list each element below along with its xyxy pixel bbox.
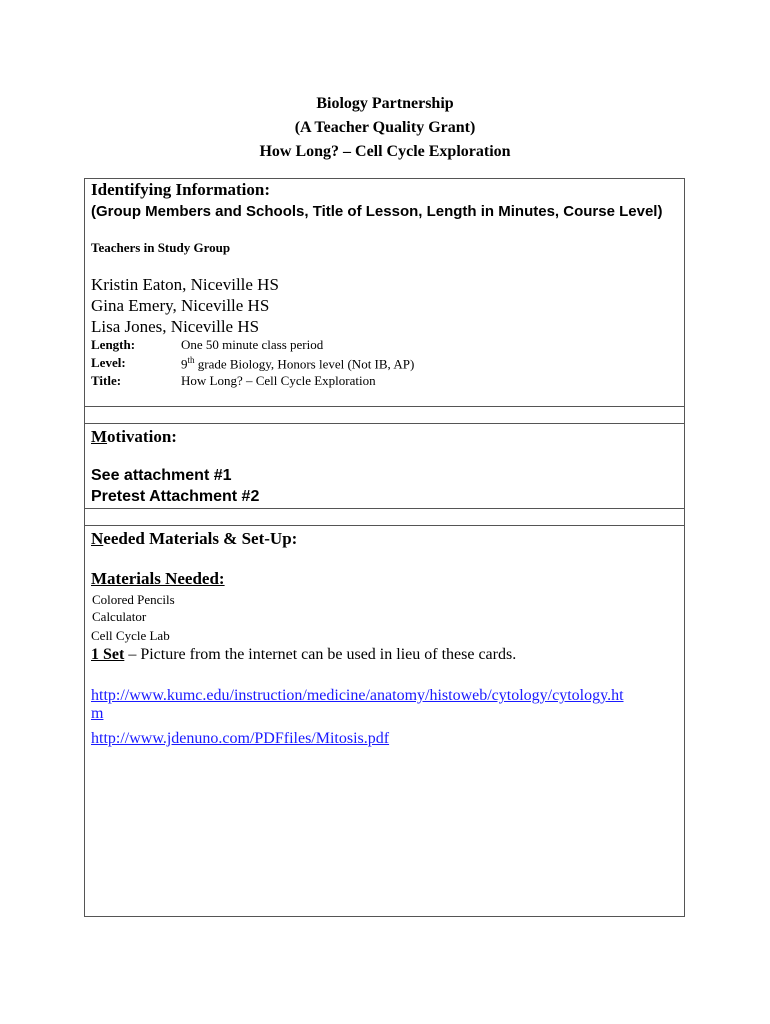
motivation-heading-initial: M	[91, 427, 108, 446]
doc-title-line3: How Long? – Cell Cycle Exploration	[259, 143, 511, 160]
level-grade-number: 9	[181, 356, 188, 372]
level-value	[181, 355, 414, 372]
motivation-heading-rest: otivation:	[107, 427, 177, 446]
materials-heading-rest: eeded Materials & Set-Up:	[103, 529, 298, 548]
attachment-1: See attachment #1	[91, 467, 232, 484]
set-note	[91, 646, 516, 664]
material-item: Cell Cycle Lab	[91, 628, 170, 643]
materials-heading	[91, 529, 297, 549]
teachers-label: Teachers in Study Group	[91, 240, 231, 255]
material-item: Calculator	[92, 609, 147, 624]
set-label: 1 Set	[91, 646, 125, 663]
attachment-2: Pretest Attachment #2	[91, 488, 260, 505]
identifying-heading: Identifying Information:	[91, 180, 270, 199]
materials-heading-initial: N	[91, 529, 104, 548]
materials-section	[84, 525, 685, 917]
teacher-name: Kristin Eaton, Niceville HS	[91, 275, 279, 294]
title-label: Title:	[91, 373, 122, 388]
material-item: Colored Pencils	[92, 592, 175, 607]
doc-title-line1: Biology Partnership	[316, 95, 454, 112]
length-value: One 50 minute class period	[181, 337, 324, 352]
level-grade-suffix: th	[187, 355, 195, 365]
teacher-name: Gina Emery, Niceville HS	[91, 296, 270, 315]
level-grade-rest: grade Biology, Honors level (Not IB, AP)	[194, 356, 415, 372]
length-label: Length:	[91, 337, 136, 352]
identifying-section	[84, 178, 685, 407]
level-label: Level:	[91, 355, 126, 370]
identifying-subheading: (Group Members and Schools, Title of Lesson, Length in Minutes, Course Level)	[91, 203, 663, 220]
teacher-name: Lisa Jones, Niceville HS	[91, 317, 260, 336]
kumc-link-line2[interactable]: m	[91, 705, 104, 722]
jdenuno-link[interactable]: http://www.jdenuno.com/PDFfiles/Mitosis.pdf	[91, 730, 390, 747]
doc-title-line2: (A Teacher Quality Grant)	[294, 119, 476, 136]
motivation-section	[84, 423, 685, 509]
spacer-row	[84, 406, 685, 424]
title-value: How Long? – Cell Cycle Exploration	[181, 373, 376, 388]
materials-subheading-text: Materials Needed:	[91, 569, 225, 588]
kumc-link-line1[interactable]: http://www.kumc.edu/instruction/medicine/anatomy/histoweb/cytology/cytology.ht	[91, 687, 624, 704]
spacer-row	[84, 508, 685, 526]
kumc-link[interactable]	[91, 687, 624, 723]
materials-subheading	[91, 569, 225, 589]
motivation-heading	[91, 427, 177, 447]
set-text: – Picture from the internet can be used in lieu of these cards.	[124, 646, 517, 663]
